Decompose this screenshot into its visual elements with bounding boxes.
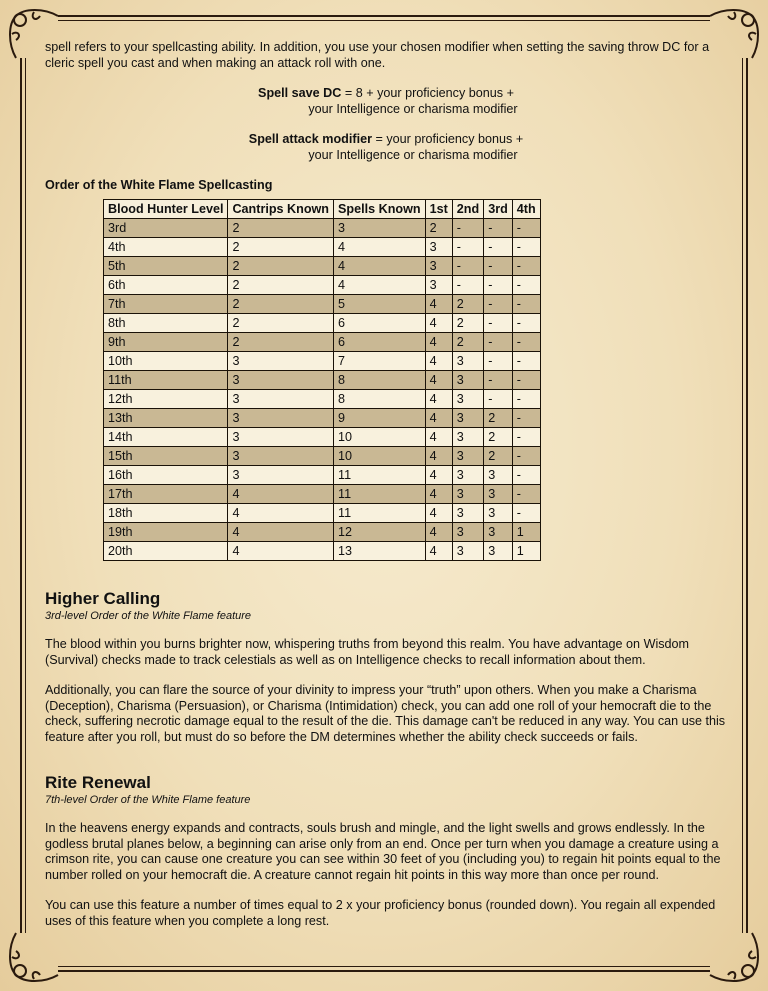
frame-bottom-line-inner — [58, 966, 710, 967]
table-cell: 2 — [228, 314, 334, 333]
table-cell: 4 — [425, 352, 452, 371]
table-row — [104, 219, 541, 238]
spell-attack-text-2: your Intelligence or charisma modifier — [308, 147, 518, 162]
table-cell: - — [484, 219, 513, 238]
frame-left-line-inner — [25, 58, 26, 933]
spell-save-dc-text-1: = 8 + your proficiency bonus + — [341, 86, 514, 100]
table-cell: - — [484, 276, 513, 295]
table-cell: 2 — [452, 333, 483, 352]
spell-save-dc-formula — [45, 86, 727, 117]
table-cell: - — [512, 428, 540, 447]
table-cell: 9th — [104, 333, 228, 352]
table-cell: - — [452, 276, 483, 295]
table-cell: - — [512, 352, 540, 371]
table-cell: 3 — [425, 276, 452, 295]
higher-calling-heading: Higher Calling — [45, 589, 161, 608]
frame-top-line-inner — [58, 20, 710, 21]
table-cell: 11 — [334, 504, 426, 523]
table-cell: 3 — [452, 428, 483, 447]
frame-right-line-inner — [742, 58, 743, 933]
table-cell: 3 — [452, 352, 483, 371]
table-cell: - — [484, 238, 513, 257]
table-row — [104, 295, 541, 314]
table-cell: 2 — [484, 409, 513, 428]
table-cell: 4 — [425, 295, 452, 314]
table-cell: 2 — [484, 428, 513, 447]
table-cell: 3 — [484, 542, 513, 561]
table-cell: 2 — [452, 314, 483, 333]
table-cell: 4 — [425, 371, 452, 390]
table-row — [104, 352, 541, 371]
table-row — [104, 333, 541, 352]
table-cell: - — [484, 295, 513, 314]
spell-attack-formula — [45, 132, 727, 163]
table-cell: 4 — [425, 390, 452, 409]
table-cell: 11 — [334, 466, 426, 485]
table-cell: - — [512, 466, 540, 485]
table-cell: - — [512, 276, 540, 295]
table-cell: - — [484, 333, 513, 352]
table-cell: 2 — [228, 238, 334, 257]
table-cell: 3 — [484, 523, 513, 542]
spellcasting-table — [103, 199, 541, 561]
table-row — [104, 523, 541, 542]
table-row — [104, 409, 541, 428]
table-cell: 4 — [334, 276, 426, 295]
table-cell: 4 — [228, 485, 334, 504]
higher-calling-paragraph-1: The blood within you burns brighter now, whispering truths from beyond this realm. You have advantage on Wisdom (Survival) checks made to track celestials as well as on Intelligence checks to recall information about them. — [45, 637, 690, 667]
table-row — [104, 485, 541, 504]
table-row — [104, 238, 541, 257]
intro-paragraph: spell refers to your spellcasting ability. In addition, you use your chosen modifier when setting the saving throw DC for a cleric spell you cast and when making an attack roll with one. — [45, 40, 710, 70]
table-cell: 3 — [452, 485, 483, 504]
table-row — [104, 390, 541, 409]
higher-calling-subtitle: 3rd-level Order of the White Flame feature — [45, 610, 252, 622]
table-cell: 12th — [104, 390, 228, 409]
table-cell: 3 — [334, 219, 426, 238]
table-header-cell: 4th — [512, 200, 540, 219]
table-cell: 13th — [104, 409, 228, 428]
frame-right-line — [746, 58, 748, 933]
table-cell: 2 — [228, 295, 334, 314]
table-title: Order of the White Flame Spellcasting — [45, 178, 273, 192]
table-row — [104, 504, 541, 523]
table-row — [104, 542, 541, 561]
spell-save-dc-text-2: your Intelligence or charisma modifier — [308, 101, 518, 116]
table-cell: - — [452, 238, 483, 257]
table-cell: - — [512, 485, 540, 504]
table-cell: 4 — [228, 542, 334, 561]
table-cell: 2 — [228, 219, 334, 238]
table-row — [104, 466, 541, 485]
table-cell: 3 — [228, 352, 334, 371]
table-cell: 3 — [228, 466, 334, 485]
table-cell: 4th — [104, 238, 228, 257]
table-cell: - — [512, 295, 540, 314]
table-cell: - — [452, 219, 483, 238]
table-row — [104, 276, 541, 295]
table-cell: 4 — [425, 504, 452, 523]
table-cell: 6th — [104, 276, 228, 295]
table-cell: 2 — [228, 276, 334, 295]
table-cell: 3 — [228, 371, 334, 390]
table-cell: 2 — [452, 295, 483, 314]
table-cell: 2 — [228, 257, 334, 276]
table-cell: 5th — [104, 257, 228, 276]
table-cell: 3 — [452, 542, 483, 561]
table-cell: 3 — [452, 409, 483, 428]
table-cell: 4 — [425, 333, 452, 352]
table-cell: 3 — [452, 523, 483, 542]
table-header-row — [104, 200, 541, 219]
table-row — [104, 428, 541, 447]
table-cell: 3 — [452, 504, 483, 523]
table-cell: 3 — [228, 447, 334, 466]
table-cell: 7 — [334, 352, 426, 371]
table-cell: 8 — [334, 390, 426, 409]
table-cell: 16th — [104, 466, 228, 485]
page-content — [45, 40, 727, 929]
table-cell: 11th — [104, 371, 228, 390]
table-cell: 6 — [334, 314, 426, 333]
table-header-cell: Blood Hunter Level — [104, 200, 228, 219]
table-cell: 17th — [104, 485, 228, 504]
spell-save-dc-label: Spell save DC — [258, 86, 342, 100]
table-cell: 11 — [334, 485, 426, 504]
frame-bottom-line — [58, 970, 710, 972]
table-cell: 4 — [228, 504, 334, 523]
table-cell: 4 — [334, 257, 426, 276]
table-cell: 14th — [104, 428, 228, 447]
table-cell: 1 — [512, 523, 540, 542]
table-cell: - — [512, 504, 540, 523]
rite-renewal-paragraph-2: You can use this feature a number of times equal to 2 x your proficiency bonus (rounded down). You regain all expended uses of this feature when you complete a long rest. — [45, 898, 716, 928]
table-cell: 4 — [425, 409, 452, 428]
table-cell: 10 — [334, 428, 426, 447]
table-cell: 6 — [334, 333, 426, 352]
table-cell: - — [512, 219, 540, 238]
table-cell: 10th — [104, 352, 228, 371]
table-cell: 4 — [425, 314, 452, 333]
table-row — [104, 257, 541, 276]
table-cell: 3 — [484, 504, 513, 523]
table-cell: 4 — [228, 523, 334, 542]
table-cell: 3 — [484, 485, 513, 504]
rite-renewal-heading: Rite Renewal — [45, 773, 151, 792]
table-cell: - — [484, 390, 513, 409]
table-cell: 4 — [425, 485, 452, 504]
table-cell: 3 — [425, 257, 452, 276]
table-cell: 18th — [104, 504, 228, 523]
table-cell: 3 — [484, 466, 513, 485]
table-cell: - — [512, 257, 540, 276]
table-cell: 4 — [425, 466, 452, 485]
table-cell: 9 — [334, 409, 426, 428]
table-cell: 7th — [104, 295, 228, 314]
table-cell: - — [512, 390, 540, 409]
table-cell: 15th — [104, 447, 228, 466]
higher-calling-paragraph-2: Additionally, you can flare the source of your divinity to impress your “truth” upon others. When you make a Charisma (Deception), Charisma (Persuasion), or Charisma (Intimidation) check, you can add one roll of your hemocraft die to the check, suffering necrotic damage equal to the result of the die. This damage can't be reduced in any way. You can use this feature after you roll, but must do so before the DM determines whether the ability check succeeds or fails. — [45, 683, 726, 744]
table-cell: - — [512, 409, 540, 428]
rite-renewal-paragraph-1: In the heavens energy expands and contracts, souls brush and mingle, and the light swells and grows endlessly. In the godless brutal planes below, a beginning can arise only from an end. Once per turn when you damage a creature using a crimson rite, you can cause one creature you can see within 30 feet of you (including you) to regain hit points equal to the number rolled on your hemocraft die. A creature cannot regain hit points in this way more than once per round. — [45, 821, 721, 882]
table-header-cell: 1st — [425, 200, 452, 219]
table-cell: - — [512, 333, 540, 352]
table-cell: - — [484, 371, 513, 390]
table-cell: 4 — [425, 523, 452, 542]
table-cell: 10 — [334, 447, 426, 466]
table-cell: 4 — [425, 428, 452, 447]
spell-attack-label: Spell attack modifier — [248, 132, 372, 146]
table-cell: - — [484, 257, 513, 276]
table-cell: 8 — [334, 371, 426, 390]
table-cell: 12 — [334, 523, 426, 542]
table-cell: 20th — [104, 542, 228, 561]
rite-renewal-subtitle: 7th-level Order of the White Flame feature — [45, 794, 251, 806]
table-cell: 2 — [484, 447, 513, 466]
corner-flourish-bottom-right — [702, 925, 764, 987]
table-cell: 3 — [452, 371, 483, 390]
table-cell: - — [484, 352, 513, 371]
table-cell: 3 — [452, 390, 483, 409]
table-header-cell: 3rd — [484, 200, 513, 219]
spell-attack-text-1: = your proficiency bonus + — [371, 132, 524, 146]
table-cell: 13 — [334, 542, 426, 561]
table-cell: 2 — [425, 219, 452, 238]
table-cell: 8th — [104, 314, 228, 333]
table-cell: 3 — [425, 238, 452, 257]
table-header-cell: Cantrips Known — [228, 200, 334, 219]
table-cell: - — [484, 314, 513, 333]
frame-top-line — [58, 15, 710, 17]
frame-left-line — [20, 58, 22, 933]
table-cell: 3 — [228, 428, 334, 447]
table-cell: 2 — [228, 333, 334, 352]
table-cell: - — [452, 257, 483, 276]
table-cell: 3rd — [104, 219, 228, 238]
table-cell: 19th — [104, 523, 228, 542]
table-cell: - — [512, 447, 540, 466]
table-cell: 3 — [228, 390, 334, 409]
table-cell: 4 — [334, 238, 426, 257]
table-cell: 5 — [334, 295, 426, 314]
table-header-cell: 2nd — [452, 200, 483, 219]
table-cell: - — [512, 314, 540, 333]
table-cell: - — [512, 238, 540, 257]
table-cell: 3 — [452, 466, 483, 485]
table-cell: 4 — [425, 447, 452, 466]
table-cell: 1 — [512, 542, 540, 561]
table-row — [104, 371, 541, 390]
table-cell: 3 — [228, 409, 334, 428]
table-cell: 3 — [452, 447, 483, 466]
table-cell: 4 — [425, 542, 452, 561]
table-row — [104, 314, 541, 333]
table-header-cell: Spells Known — [334, 200, 426, 219]
table-row — [104, 447, 541, 466]
table-cell: - — [512, 371, 540, 390]
corner-flourish-bottom-left — [4, 925, 66, 987]
